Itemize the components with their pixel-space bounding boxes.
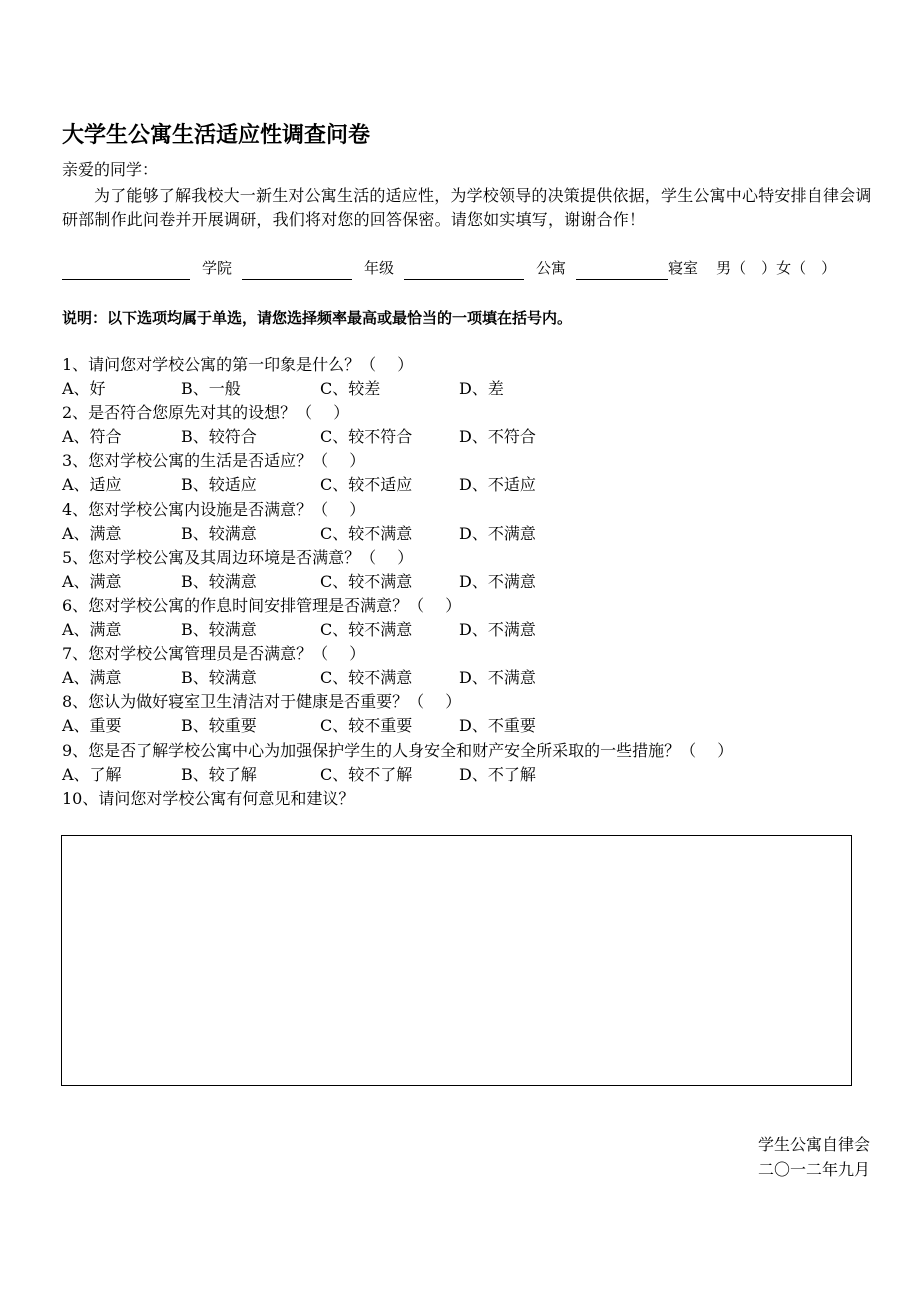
question-options [62, 763, 733, 787]
signature-date: 二〇一二年九月 [757, 1160, 870, 1179]
option-d[interactable]: D、不满意 [459, 620, 536, 640]
option-c[interactable]: C、较不满意 [320, 620, 413, 640]
college-label: 学院 [202, 259, 233, 277]
option-d[interactable]: D、不了解 [459, 764, 536, 784]
apartment-field[interactable] [404, 261, 524, 280]
option-a[interactable]: A、了解 [62, 764, 122, 784]
dorm-label: 寝室 [668, 259, 699, 277]
option-a[interactable]: A、满意 [62, 668, 122, 688]
option-a[interactable]: A、适应 [62, 475, 122, 495]
question-options [62, 425, 733, 449]
option-a[interactable]: A、符合 [62, 427, 122, 447]
question-text: 10、请问您对学校公寓有何意见和建议？ [62, 788, 355, 808]
instructions: 说明：以下选项均属于单选，请您选择频率最高或最恰当的一项填在括号内。 [62, 309, 573, 327]
option-a[interactable]: A、重要 [62, 716, 122, 736]
college-field[interactable] [62, 261, 190, 280]
question-options [62, 522, 733, 546]
signature-org: 学生公寓自律会 [757, 1135, 870, 1154]
option-c[interactable]: C、较差 [320, 379, 381, 399]
question-text: 7、您对学校公寓管理员是否满意？（ ） [62, 644, 366, 664]
grade-label: 年级 [364, 259, 395, 277]
option-c[interactable]: C、较不满意 [320, 668, 413, 688]
option-b[interactable]: B、较重要 [181, 716, 257, 736]
question-options [62, 473, 733, 497]
page-title: 大学生公寓生活适应性调查问卷 [62, 123, 371, 148]
option-c[interactable]: C、较不重要 [320, 716, 413, 736]
option-c[interactable]: C、较不满意 [320, 523, 413, 543]
option-d[interactable]: D、不满意 [459, 523, 536, 543]
option-d[interactable]: D、不适应 [459, 475, 536, 495]
question-text: 2、是否符合您原先对其的设想？（ ） [62, 403, 350, 423]
option-c[interactable]: C、较不了解 [320, 764, 413, 784]
respondent-info-line [62, 256, 836, 280]
question-text: 6、您对学校公寓的作息时间安排管理是否满意？（ ） [62, 595, 462, 615]
question-text: 4、您对学校公寓内设施是否满意？（ ） [62, 499, 366, 519]
option-d[interactable]: D、不满意 [459, 668, 536, 688]
option-b[interactable]: B、一般 [181, 379, 241, 399]
option-a[interactable]: A、好 [62, 379, 106, 399]
question-list [62, 353, 733, 811]
option-b[interactable]: B、较满意 [181, 668, 257, 688]
option-c[interactable]: C、较不符合 [320, 427, 413, 447]
question-options [62, 570, 733, 594]
option-b[interactable]: B、较满意 [181, 620, 257, 640]
greeting: 亲爱的同学： [62, 160, 159, 179]
question-options [62, 666, 733, 690]
option-b[interactable]: B、较满意 [181, 523, 257, 543]
question-text: 3、您对学校公寓的生活是否适应？（ ） [62, 451, 366, 471]
option-d[interactable]: D、不符合 [459, 427, 536, 447]
option-d[interactable]: D、不满意 [459, 571, 536, 591]
apartment-label: 公寓 [536, 259, 567, 277]
question-text: 1、请问您对学校公寓的第一印象是什么？（ ） [62, 355, 414, 374]
option-b[interactable]: B、较满意 [181, 571, 257, 591]
question-options [62, 377, 733, 401]
suggestion-box[interactable] [61, 835, 852, 1086]
question-options [62, 714, 733, 738]
question-text: 8、您认为做好寝室卫生清洁对于健康是否重要？（ ） [62, 692, 462, 712]
option-b[interactable]: B、较适应 [181, 475, 257, 495]
intro-paragraph: 为了能够了解我校大一新生对公寓生活的适应性，为学校领导的决策提供依据，学生公寓中心特安排自律会调研部制作此问卷并开展调研，我们将对您的回答保密。请您如实填写，谢谢合作！ [62, 186, 872, 229]
question-text: 5、您对学校公寓及其周边环境是否满意？（ ） [62, 547, 414, 567]
option-b[interactable]: B、较了解 [181, 764, 257, 784]
dorm-field[interactable] [576, 261, 668, 280]
female-option[interactable]: 女（ ） [776, 259, 837, 277]
option-c[interactable]: C、较不适应 [320, 475, 413, 495]
option-b[interactable]: B、较符合 [181, 427, 257, 447]
option-d[interactable]: D、差 [459, 379, 504, 399]
option-c[interactable]: C、较不满意 [320, 571, 413, 591]
option-a[interactable]: A、满意 [62, 523, 122, 543]
option-d[interactable]: D、不重要 [459, 716, 536, 736]
option-a[interactable]: A、满意 [62, 571, 122, 591]
question-options [62, 618, 733, 642]
grade-field[interactable] [242, 261, 352, 280]
option-a[interactable]: A、满意 [62, 620, 122, 640]
male-option[interactable]: 男（ ） [716, 259, 777, 277]
question-text: 9、您是否了解学校公寓中心为加强保护学生的人身安全和财产安全所采取的一些措施？（ ） [62, 740, 734, 760]
